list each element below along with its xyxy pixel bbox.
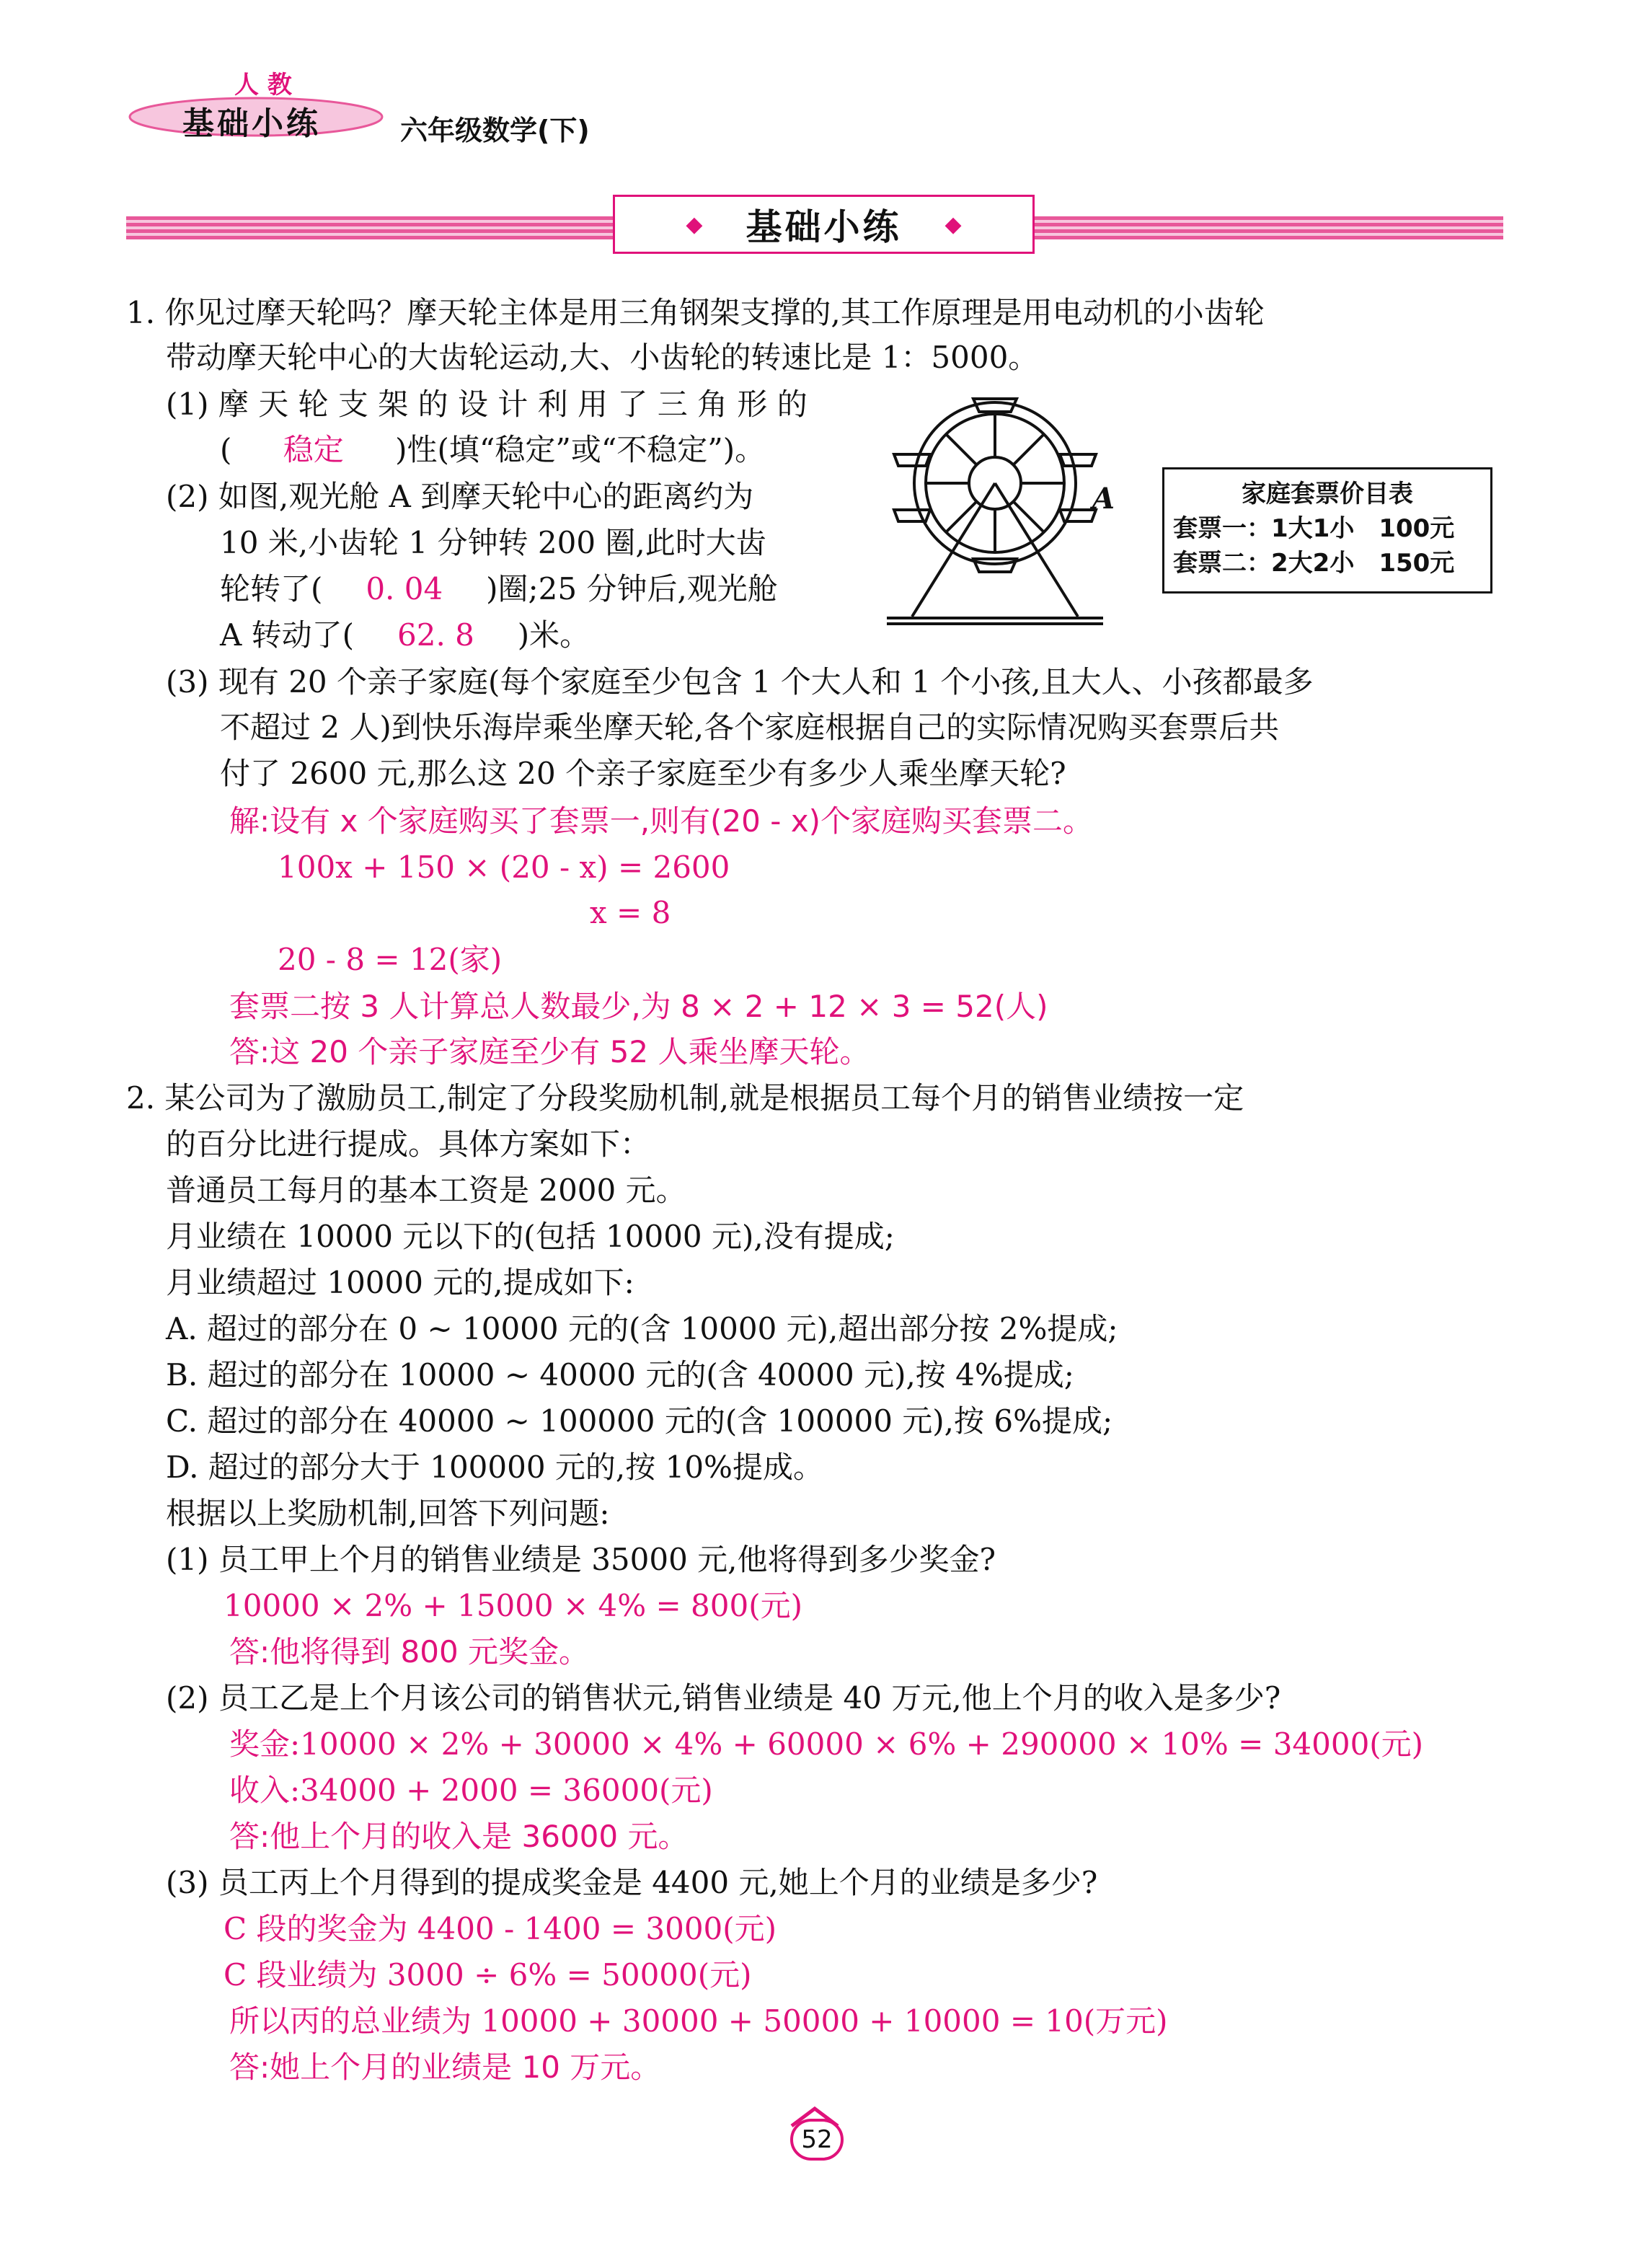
header-edition: 人 教 bbox=[234, 71, 292, 100]
q1-part1-line-1: (1) 摩 天 轮 支 架 的 设 计 利 用 了 三 角 形 的 bbox=[166, 387, 808, 422]
q1-part3-line-1: (3) 现有 20 个亲子家庭(每个家庭至少包含 1 个大人和 1 个小孩,且大人、小孩都最多 bbox=[166, 664, 1314, 700]
q2-line-4: 月业绩在 10000 元以下的(包括 10000 元),没有提成; bbox=[166, 1219, 895, 1254]
header-subject: 六年级数学(下) bbox=[400, 115, 590, 146]
q2-part3-solution: C 段的奖金为 4400 - 1400 = 3000(元) bbox=[224, 1911, 777, 1946]
answer-blank: 稳定 bbox=[283, 432, 344, 467]
q1-part1-line-2: ( 稳定 )性(填“稳定”或“不稳定”)。 bbox=[220, 428, 765, 472]
q2-rule-a: A. 超过的部分在 0 ~ 10000 元的(含 10000 元),超出部分按 2%提成; bbox=[166, 1311, 1118, 1346]
figure-label-a: A bbox=[1092, 482, 1115, 516]
q1-part2-line-2: 10 米,小齿轮 1 分钟转 200 圈,此时大齿 bbox=[220, 525, 766, 560]
price-table-title: 家庭套票价目表 bbox=[1242, 480, 1413, 508]
header-series: 基础小练 bbox=[182, 105, 321, 142]
q1-part3-line-3: 付了 2600 元,那么这 20 个亲子家庭至少有多少人乘坐摩天轮? bbox=[220, 756, 1066, 791]
q1-solution-line: 套票二按 3 人计算总人数最少,为 8 × 2 + 12 × 3 = 52(人) bbox=[229, 989, 1048, 1024]
q2-part2-solution: 收入:34000 + 2000 = 36000(元) bbox=[229, 1773, 713, 1808]
q2-rule-b: B. 超过的部分在 10000 ~ 40000 元的(含 40000 元),按 4%提成; bbox=[166, 1357, 1074, 1393]
q1-solution-line: x = 8 bbox=[590, 895, 671, 930]
ferris-wheel-figure bbox=[883, 386, 1114, 627]
q1-solution-line: 20 - 8 = 12(家) bbox=[278, 942, 503, 977]
price-table-row: 套票二：2大2小 150元 bbox=[1173, 549, 1455, 578]
q2-part3-solution: C 段业绩为 3000 ÷ 6% = 50000(元) bbox=[224, 1957, 752, 1993]
q2-part2-answer: 答:他上个月的收入是 36000 元。 bbox=[229, 1819, 689, 1854]
band-right bbox=[1031, 216, 1503, 239]
q2-rule-d: D. 超过的部分大于 100000 元的,按 10%提成。 bbox=[166, 1450, 823, 1485]
ferris-wheel-drawing bbox=[883, 386, 1114, 627]
q1-solution-line: 100x + 150 × (20 - x) = 2600 bbox=[278, 850, 730, 885]
page-number-badge bbox=[786, 2106, 844, 2163]
q1-part2-line-1: (2) 如图,观光舱 A 到摩天轮中心的距离约为 bbox=[166, 479, 754, 514]
diamond-icon: ◆ bbox=[686, 211, 703, 237]
q2-line-5: 月业绩超过 10000 元的,提成如下: bbox=[166, 1265, 634, 1300]
q1-answer: 答:这 20 个亲子家庭至少有 52 人乘坐摩天轮。 bbox=[229, 1034, 870, 1069]
answer-blank: 0. 04 bbox=[366, 571, 443, 606]
q1-part2-line-4: A 转动了( 62. 8 )米。 bbox=[220, 613, 590, 658]
q1-part3-line-2: 不超过 2 人)到快乐海岸乘坐摩天轮,各个家庭根据自己的实际情况购买套票后共 bbox=[220, 710, 1280, 745]
header-logo bbox=[126, 65, 386, 144]
q2-part3-answer: 答:她上个月的业绩是 10 万元。 bbox=[229, 2049, 661, 2085]
answer-blank: 62. 8 bbox=[397, 617, 474, 653]
section-title-box bbox=[613, 195, 1035, 254]
q2-part3-solution: 所以丙的总业绩为 10000 + 30000 + 50000 + 10000 = 10(万元) bbox=[229, 2003, 1168, 2039]
page-number: 52 bbox=[790, 2119, 844, 2161]
q2-part1-solution: 10000 × 2% + 15000 × 4% = 800(元) bbox=[224, 1588, 802, 1623]
price-table bbox=[1162, 467, 1492, 594]
q1-line-2: 带动摩天轮中心的大齿轮运动,大、小齿轮的转速比是 1：5000。 bbox=[166, 340, 1039, 375]
section-title: 基础小练 bbox=[746, 206, 902, 248]
q2-rule-c: C. 超过的部分在 40000 ~ 100000 元的(含 100000 元),按 6%提成; bbox=[166, 1403, 1113, 1439]
price-table-row: 套票一：1大1小 100元 bbox=[1173, 514, 1455, 543]
diamond-icon: ◆ bbox=[944, 211, 962, 237]
q2-part3: (3) 员工丙上个月得到的提成奖金是 4400 元,她上个月的业绩是多少? bbox=[166, 1865, 1098, 1900]
q2-part1: (1) 员工甲上个月的销售业绩是 35000 元,他将得到多少奖金? bbox=[166, 1542, 996, 1577]
q2-line-3: 普通员工每月的基本工资是 2000 元。 bbox=[166, 1173, 686, 1208]
q2-part1-answer: 答:他将得到 800 元奖金。 bbox=[229, 1634, 590, 1669]
q1-solution-line: 解:设有 x 个家庭购买了套票一,则有(20 - x)个家庭购买套票二。 bbox=[229, 803, 1093, 839]
q1-part2-line-3: 轮转了( 0. 04 )圈;25 分钟后,观光舱 bbox=[220, 567, 778, 612]
band-left bbox=[126, 216, 616, 239]
q2-line-1: 2. 某公司为了激励员工,制定了分段奖励机制,就是根据员工每个月的销售业绩按一定 bbox=[126, 1080, 1244, 1116]
q2-part2-solution: 奖金:10000 × 2% + 30000 × 4% + 60000 × 6% + 290000 × 10% = 34000(元) bbox=[229, 1726, 1424, 1762]
q2-line-6: 根据以上奖励机制,回答下列问题: bbox=[166, 1496, 610, 1531]
q1-line-1: 1. 你见过摩天轮吗？摩天轮主体是用三角钢架支撑的,其工作原理是用电动机的小齿轮 bbox=[126, 295, 1265, 330]
q2-part2: (2) 员工乙是上个月该公司的销售状元,销售业绩是 40 万元,他上个月的收入是多少? bbox=[166, 1680, 1281, 1716]
q2-line-2: 的百分比进行提成。具体方案如下： bbox=[166, 1126, 651, 1162]
